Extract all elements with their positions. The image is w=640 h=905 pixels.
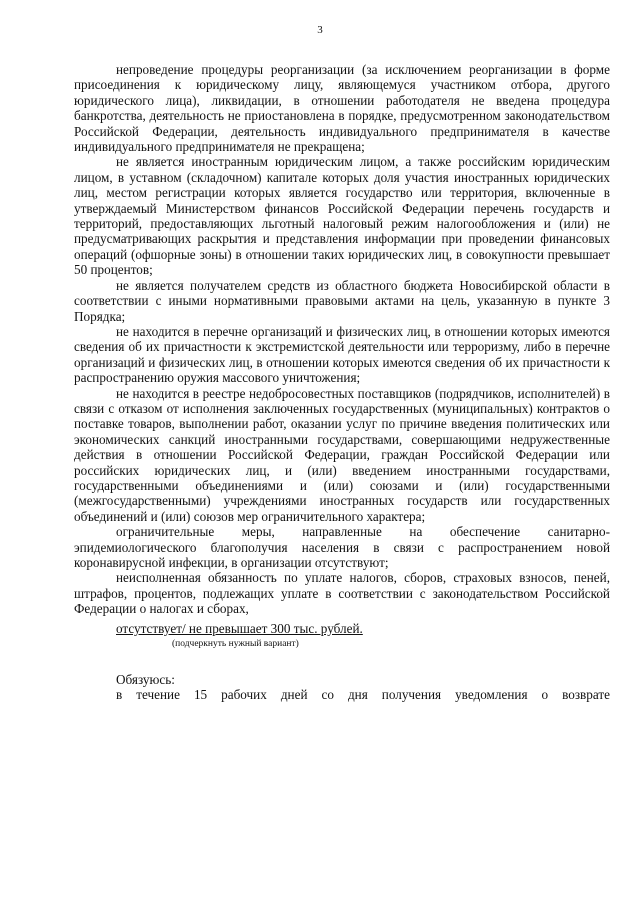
paragraph-not-budget-recipient: не является получателем средств из областного бюджета Новосибирской области в соответствии с иными нормативными правовыми актами на цель, указанную в пункте 3 Порядка;: [74, 277, 610, 324]
paragraph-no-restrictive-measures: ограничительные меры, направленные на обеспечение санитарно-эпидемиологического благополучия населения в связи с распространением новой коронавирусной инфекции, в организации отсутствуют;: [74, 524, 610, 570]
obligation-text: в течение 15 рабочих дней со дня получения уведомления о возврате: [116, 687, 610, 703]
choice-hint: (подчеркнуть нужный вариант): [172, 639, 299, 650]
choice-option-text: отсутствует/ не превышает 300 тыс. рублей.: [116, 620, 363, 636]
paragraph-not-foreign-entity: не является иностранным юридическим лицом, а также российским юридическим лицом, в уставном (складочном) капитале которых доля участия иностранных юридических лиц, местом регистрации которых является государство или территория, включенные в утверждаемый Министерством финансов Российской Федерации перечень государств и территорий, предоставляющих льготный налоговый режим налогообложения и (или) не предусматривающих раскрытия и представления информации при проведении финансовых операций (офшорные зоны) в отношении таких юридических лиц, в совокупности превышает 50 процентов;: [74, 154, 610, 278]
paragraph-tax-obligations: неисполненная обязанность по уплате налогов, сборов, страховых взносов, пеней, штрафов, процентов, подлежащих уплате в соответствии с законодательством Российской Федерации о налогах и сборах,: [74, 570, 610, 617]
paragraph-not-in-extremist-list: не находится в перечне организаций и физических лиц, в отношении которых имеются сведения об их причастности к экстремистской деятельности или терроризму, либо в перечне организаций и физических лиц, в отношении которых имеются сведения об их причастности к распространению оружия массового уничтожения;: [74, 323, 610, 386]
page-number: 3: [317, 24, 323, 36]
paragraph-no-reorganization: непроведение процедуры реорганизации (за исключением реорганизации в форме присоединения к юридическому лицу, являющемуся участником отбора, другого юридического лица), ликвидации, в отношении работодателя не введена процедура банкротства, деятельность не приостановлена в порядке, предусмотренном законодательством Российской Федерации, деятельность индивидуального предпринимателя в качестве индивидуального предпринимателя не прекращена;: [74, 62, 610, 155]
document-body: [74, 62, 610, 703]
obligation-heading: Обязуюсь:: [116, 672, 175, 688]
paragraph-not-in-unfair-suppliers-registry: не находится в реестре недобросовестных поставщиков (подрядчиков, исполнителей) в связи с отказом от исполнения заключенных государственных (муниципальных) контрактов о поставке товаров, выполнении работ, оказании услуг по причине введения политических или экономических санкций иностранными государствами, совершающими недружественные действия в отношении Российской Федерации, граждан Российской Федерации или российских юридических лиц, и (или) введением иностранными государствами, государственными объединениями и (или) союзами и (или) государственными (межгосударственными) учреждениями иностранных государств или государственных объединений и (или) союзов мер ограничительного характера;: [74, 385, 610, 524]
